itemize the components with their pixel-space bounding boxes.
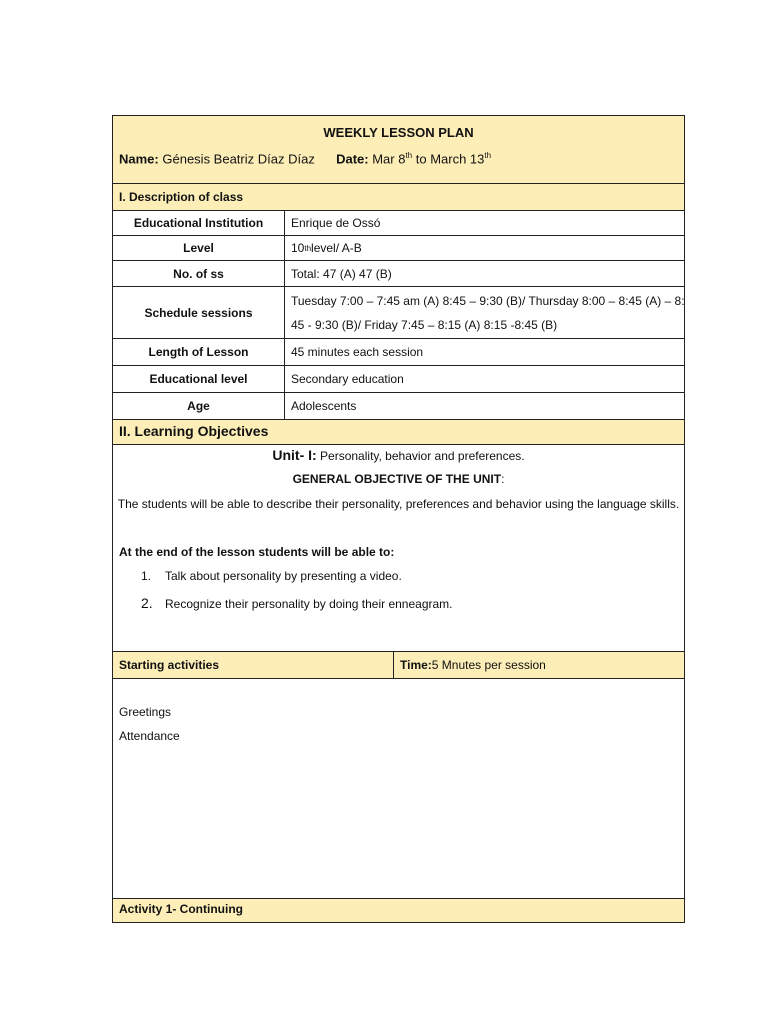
- row-age: [113, 393, 684, 420]
- starting-activities-label: Starting activities: [113, 652, 394, 678]
- date-end: to March 13: [412, 151, 485, 167]
- objectives-body: [113, 445, 684, 652]
- age-value: Adolescents: [291, 399, 357, 413]
- date-start-suffix: th: [405, 151, 413, 160]
- educational-level-value: Secondary education: [291, 372, 404, 386]
- institution-value: Enrique de Ossó: [291, 216, 381, 230]
- time-value: 5 Mnutes per session: [431, 658, 546, 672]
- plan-title: WEEKLY LESSON PLAN: [323, 125, 474, 140]
- time-label: Time:: [400, 658, 432, 672]
- list-item: Attendance: [119, 729, 180, 743]
- schedule-label: Schedule sessions: [113, 287, 285, 338]
- students-value: Total: 47 (A) 47 (B): [291, 266, 392, 281]
- name-label: Name:: [119, 151, 159, 167]
- level-value: 10 th level/ A-B: [291, 241, 362, 255]
- general-objective-heading: GENERAL OBJECTIVE OF THE UNIT:: [292, 472, 505, 486]
- unit-label: Unit- I:: [272, 447, 317, 463]
- date-label: Date:: [336, 151, 369, 167]
- date-end-suffix: th: [484, 151, 492, 160]
- level-label: Level: [113, 236, 285, 260]
- students-label: No. of ss: [113, 261, 285, 286]
- general-objective-text: The students will be able to describe their personality, preferences and behavior using the language skills.: [117, 497, 680, 511]
- unit-line: [113, 447, 684, 463]
- starting-activities-row: [113, 652, 684, 679]
- section-objectives-heading: II. Learning Objectives: [113, 420, 684, 445]
- objective-item: 2. Recognize their personality by doing their enneagram.: [141, 595, 453, 611]
- row-schedule: [113, 287, 684, 339]
- unit-text: Personality, behavior and preferences.: [316, 449, 525, 463]
- row-level: [113, 236, 684, 261]
- teacher-name: Génesis Beatriz Díaz Díaz: [162, 151, 315, 167]
- institution-label: Educational Institution: [113, 211, 285, 235]
- educational-level-label: Educational level: [113, 366, 285, 392]
- section-description-heading: I. Description of class: [113, 184, 684, 211]
- name-date-line: [119, 151, 491, 166]
- row-institution: [113, 211, 684, 236]
- date-start: Mar 8: [372, 151, 406, 167]
- activity-1-label: Activity 1- Continuing: [119, 902, 243, 916]
- row-number-students: [113, 261, 684, 287]
- schedule-value: Tuesday 7:00 – 7:45 am (A) 8:45 – 9:30 (B)/ Thursday 8:00 – 8:45 (A) – 8: 45 - 9:30 (B)/ Friday 7:45 – 8:15 (A) 8:15 -8:45 (B): [291, 293, 685, 332]
- length-value: 45 minutes each session: [291, 345, 424, 359]
- lesson-plan-table: [112, 115, 685, 923]
- plan-header: [113, 116, 684, 184]
- activity-1-row: [113, 899, 684, 922]
- length-label: Length of Lesson: [113, 339, 285, 365]
- row-educational-level: [113, 366, 684, 393]
- time-cell: [394, 652, 684, 678]
- row-length: [113, 339, 684, 366]
- age-label: Age: [113, 393, 285, 419]
- starting-activities-body: [113, 679, 684, 899]
- end-of-lesson-heading: At the end of the lesson students will be able to:: [119, 545, 395, 559]
- objective-item: 1. Talk about personality by presenting a video.: [141, 569, 402, 583]
- list-item: Greetings: [119, 705, 172, 719]
